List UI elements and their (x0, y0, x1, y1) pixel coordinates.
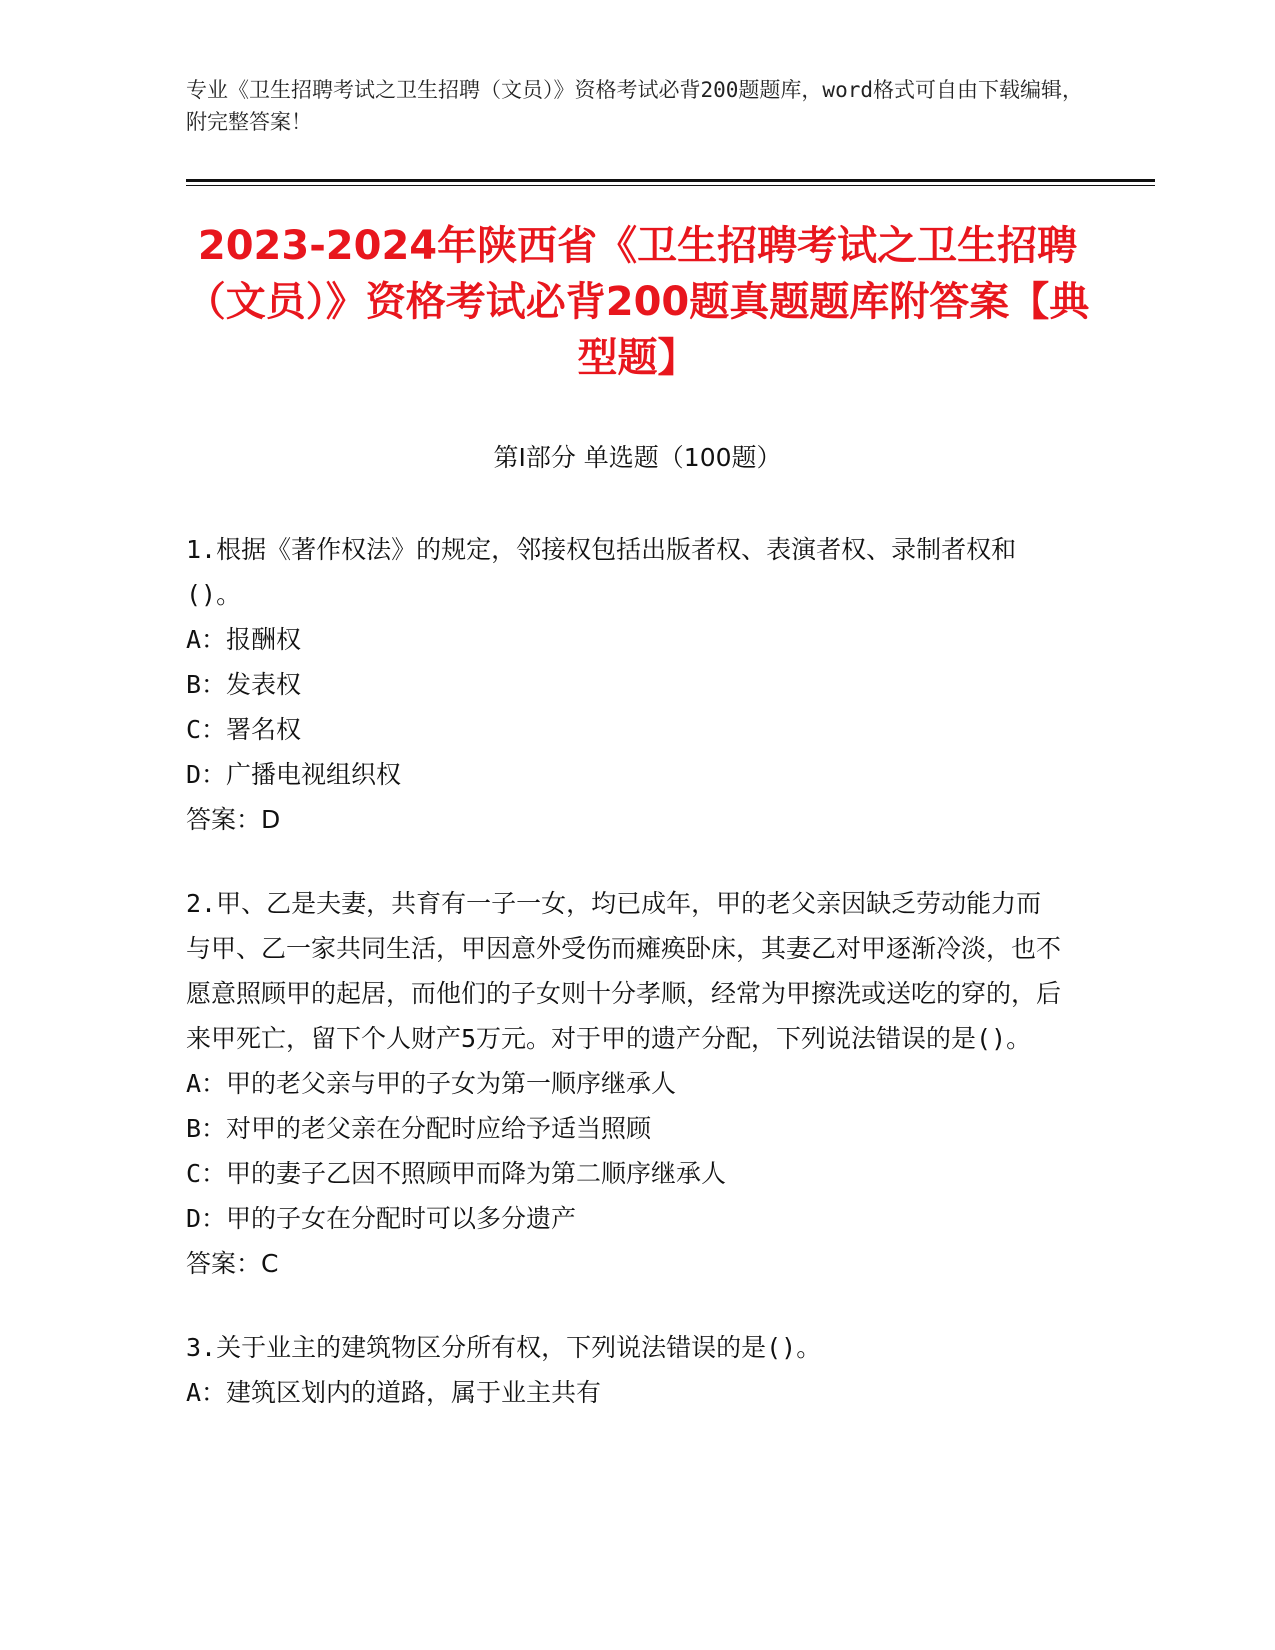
answer: 答案：C (186, 1249, 279, 1278)
document-title: 2023-2024年陕西省《卫生招聘考试之卫生招聘（文员）》资格考试必背200题真题题库附答案【典型题】 (185, 223, 1090, 381)
header-rule-thick (186, 179, 1155, 182)
option-c: C：署名权 (186, 715, 302, 744)
option-b: B：发表权 (186, 670, 302, 699)
option-a: A：报酬权 (186, 625, 302, 654)
header-rule-thin (186, 185, 1155, 186)
option-d: D：甲的子女在分配时可以多分遗产 (186, 1204, 577, 1233)
question-list (186, 527, 1066, 1454)
question-stem: 1.根据《著作权法》的规定，邻接权包括出版者权、表演者权、录制者权和()。 (186, 535, 1017, 609)
option-a: A：建筑区划内的道路，属于业主共有 (186, 1378, 602, 1407)
section-heading: 第I部分 单选题（100题） (493, 443, 782, 472)
question-1 (186, 527, 1066, 842)
question-stem: 2.甲、乙是夫妻，共育有一子一女，均已成年，甲的老父亲因缺乏劳动能力而与甲、乙一家共同生活，甲因意外受伤而瘫痪卧床，其妻乙对甲逐渐冷淡，也不愿意照顾甲的起居，而他们的子女则十分孝顺，经常为甲擦洗或送吃的穿的，后来甲死亡，留下个人财产5万元。对于甲的遗产分配，下列说法错误的是()。 (186, 889, 1062, 1053)
question-2 (186, 881, 1066, 1286)
question-3 (186, 1325, 1066, 1415)
option-d: D：广播电视组织权 (186, 760, 402, 789)
question-stem: 3.关于业主的建筑物区分所有权，下列说法错误的是()。 (186, 1333, 822, 1362)
answer: 答案：D (186, 805, 281, 834)
option-b: B：对甲的老父亲在分配时应给予适当照顾 (186, 1114, 652, 1143)
header-note: 专业《卫生招聘考试之卫生招聘（文员）》资格考试必背200题题库，word格式可自由下载编辑，附完整答案！ (186, 78, 1083, 134)
option-c: C：甲的妻子乙因不照顾甲而降为第二顺序继承人 (186, 1159, 727, 1188)
option-a: A：甲的老父亲与甲的子女为第一顺序继承人 (186, 1069, 677, 1098)
